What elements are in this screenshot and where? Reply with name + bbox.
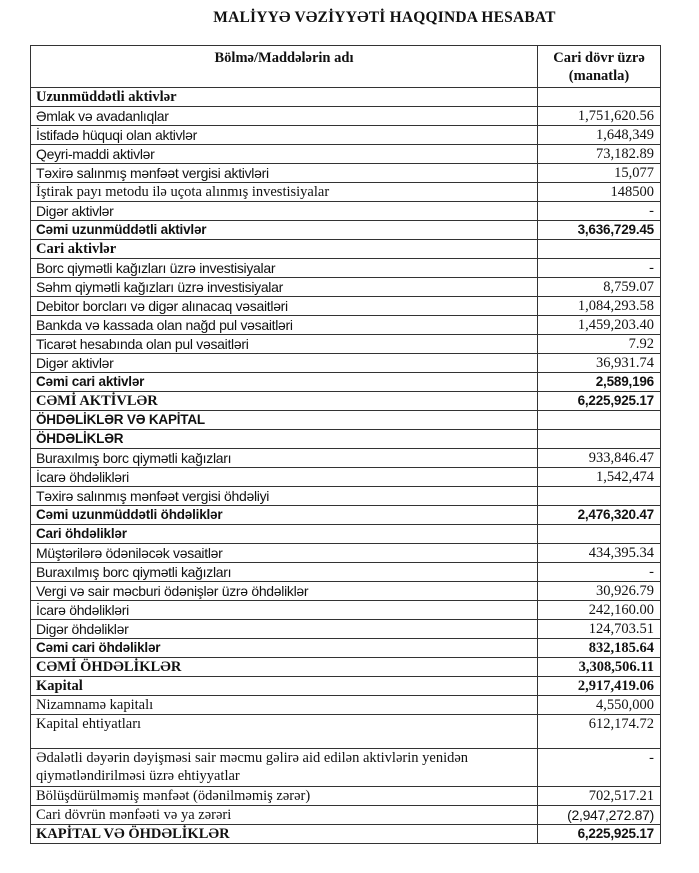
table-row <box>31 126 661 145</box>
table-row <box>31 715 661 749</box>
row-value <box>538 411 661 430</box>
row-value: 36,931.74 <box>538 354 661 373</box>
table-row <box>31 563 661 582</box>
row-label: İcarə öhdəlikləri <box>31 468 538 487</box>
table-row <box>31 164 661 183</box>
row-label: ÖHDƏLİKLƏR <box>31 430 538 449</box>
table-row <box>31 544 661 563</box>
row-label: Bölüşdürülməmiş mənfəət (ödənilməmiş zərər) <box>31 787 538 806</box>
row-label: Nizamnamə kapitalı <box>31 696 538 715</box>
row-label: Bankda və kassada olan nağd pul vəsaitləri <box>31 316 538 335</box>
row-value: 73,182.89 <box>538 145 661 164</box>
table-row <box>31 601 661 620</box>
row-label: Cəmi cari aktivlər <box>31 373 538 392</box>
table-header-row <box>31 46 661 88</box>
row-label: Buraxılmış borc qiymətli kağızları <box>31 563 538 582</box>
row-value: 4,550,000 <box>538 696 661 715</box>
row-label: Digər öhdəliklər <box>31 620 538 639</box>
row-label: KAPİTAL VƏ ÖHDƏLİKLƏR <box>31 825 538 844</box>
row-label: Kapital <box>31 677 538 696</box>
row-value: 2,476,320.47 <box>538 506 661 525</box>
row-label: Ticarət hesabında olan pul vəsaitləri <box>31 335 538 354</box>
table-row <box>31 88 661 107</box>
row-label: Qeyri-maddi aktivlər <box>31 145 538 164</box>
table-row <box>31 620 661 639</box>
row-label: Kapital ehtiyatları <box>31 715 538 749</box>
row-label: Cari aktivlər <box>31 240 538 259</box>
table-row <box>31 487 661 506</box>
row-value: 15,077 <box>538 164 661 183</box>
table-row <box>31 506 661 525</box>
row-value: 124,703.51 <box>538 620 661 639</box>
row-label: ÖHDƏLİKLƏR VƏ KAPİTAL <box>31 411 538 430</box>
row-value: 3,636,729.45 <box>538 221 661 240</box>
row-value: 2,589,196 <box>538 373 661 392</box>
row-label: CƏMİ ÖHDƏLİKLƏR <box>31 658 538 677</box>
row-label: Debitor borcları və digər alınacaq vəsaitləri <box>31 297 538 316</box>
row-value: - <box>538 749 661 787</box>
row-label: Cari öhdəliklər <box>31 525 538 544</box>
table-row <box>31 449 661 468</box>
row-label: Digər aktivlər <box>31 354 538 373</box>
row-value: 30,926.79 <box>538 582 661 601</box>
row-label: Səhm qiymətli kağızları üzrə investisiyalar <box>31 278 538 297</box>
row-value: 933,846.47 <box>538 449 661 468</box>
row-label: Cəmi uzunmüddətli aktivlər <box>31 221 538 240</box>
row-value: 242,160.00 <box>538 601 661 620</box>
column-header-current-period: Cari dövr üzrə (manatla) <box>538 46 661 88</box>
table-body <box>31 88 661 844</box>
row-value: (2,947,272.87) <box>538 806 661 825</box>
row-value: 434,395.34 <box>538 544 661 563</box>
row-value: 702,517.21 <box>538 787 661 806</box>
table-row <box>31 183 661 202</box>
row-label: Digər aktivlər <box>31 202 538 221</box>
table-row <box>31 825 661 844</box>
row-value: - <box>538 259 661 278</box>
table-row <box>31 221 661 240</box>
table-row <box>31 411 661 430</box>
table-row <box>31 468 661 487</box>
table-row <box>31 392 661 411</box>
row-value: 6,225,925.17 <box>538 825 661 844</box>
row-label: İstifadə hüquqi olan aktivlər <box>31 126 538 145</box>
table-row <box>31 259 661 278</box>
row-label: Ədalətli dəyərin dəyişməsi sair məcmu gəlirə aid edilən aktivlərin yenidən qiymətləndirilməsi üzrə ehtiyyatlar <box>31 749 538 787</box>
row-label: Təxirə salınmış mənfəət vergisi aktivləri <box>31 164 538 183</box>
row-value <box>538 487 661 506</box>
table-row <box>31 316 661 335</box>
row-label: İcarə öhdəlikləri <box>31 601 538 620</box>
table-row <box>31 525 661 544</box>
row-label: Təxirə salınmış mənfəət vergisi öhdəliyi <box>31 487 538 506</box>
row-value: 2,917,419.06 <box>538 677 661 696</box>
row-value: 8,759.07 <box>538 278 661 297</box>
row-value: 148500 <box>538 183 661 202</box>
document-title: MALİYYƏ VƏZİYYƏTİ HAQQINDA HESABAT <box>213 9 556 26</box>
table-row <box>31 240 661 259</box>
table-row <box>31 806 661 825</box>
row-label: Borc qiymətli kağızları üzrə investisiyalar <box>31 259 538 278</box>
table-row <box>31 354 661 373</box>
row-value: 1,648,349 <box>538 126 661 145</box>
row-label: Əmlak və avadanlıqlar <box>31 107 538 126</box>
table-row <box>31 582 661 601</box>
column-header-item-name: Bölmə/Maddələrin adı <box>31 46 538 88</box>
row-value: 612,174.72 <box>538 715 661 749</box>
row-value: 7.92 <box>538 335 661 354</box>
table-row <box>31 373 661 392</box>
table-row <box>31 278 661 297</box>
row-label: Cari dövrün mənfəəti və ya zərəri <box>31 806 538 825</box>
row-label: Cəmi uzunmüddətli öhdəliklər <box>31 506 538 525</box>
row-label: Cəmi cari öhdəliklər <box>31 639 538 658</box>
row-value <box>538 430 661 449</box>
table-row <box>31 787 661 806</box>
row-value: 1,542,474 <box>538 468 661 487</box>
table-row <box>31 430 661 449</box>
row-value: 3,308,506.11 <box>538 658 661 677</box>
row-label: Vergi və sair məcburi ödənişlər üzrə öhdəliklər <box>31 582 538 601</box>
table-row <box>31 107 661 126</box>
row-value: 1,084,293.58 <box>538 297 661 316</box>
row-value <box>538 88 661 107</box>
table-row <box>31 145 661 164</box>
table-row <box>31 335 661 354</box>
row-label: Buraxılmış borc qiymətli kağızları <box>31 449 538 468</box>
table-row <box>31 297 661 316</box>
table-row <box>31 749 661 787</box>
row-label: CƏMİ AKTİVLƏR <box>31 392 538 411</box>
table-row <box>31 696 661 715</box>
row-value: 1,751,620.56 <box>538 107 661 126</box>
row-value: 832,185.64 <box>538 639 661 658</box>
row-value: - <box>538 563 661 582</box>
row-value: 1,459,203.40 <box>538 316 661 335</box>
row-label: Uzunmüddətli aktivlər <box>31 88 538 107</box>
table-row <box>31 202 661 221</box>
row-label: Müştərilərə ödəniləcək vəsaitlər <box>31 544 538 563</box>
row-value: - <box>538 202 661 221</box>
table-row <box>31 658 661 677</box>
row-label: İştirak payı metodu ilə uçota alınmış investisiyalar <box>31 183 538 202</box>
row-value: 6,225,925.17 <box>538 392 661 411</box>
balance-sheet-table <box>30 45 661 844</box>
table-row <box>31 639 661 658</box>
row-value <box>538 240 661 259</box>
table-row <box>31 677 661 696</box>
row-value <box>538 525 661 544</box>
